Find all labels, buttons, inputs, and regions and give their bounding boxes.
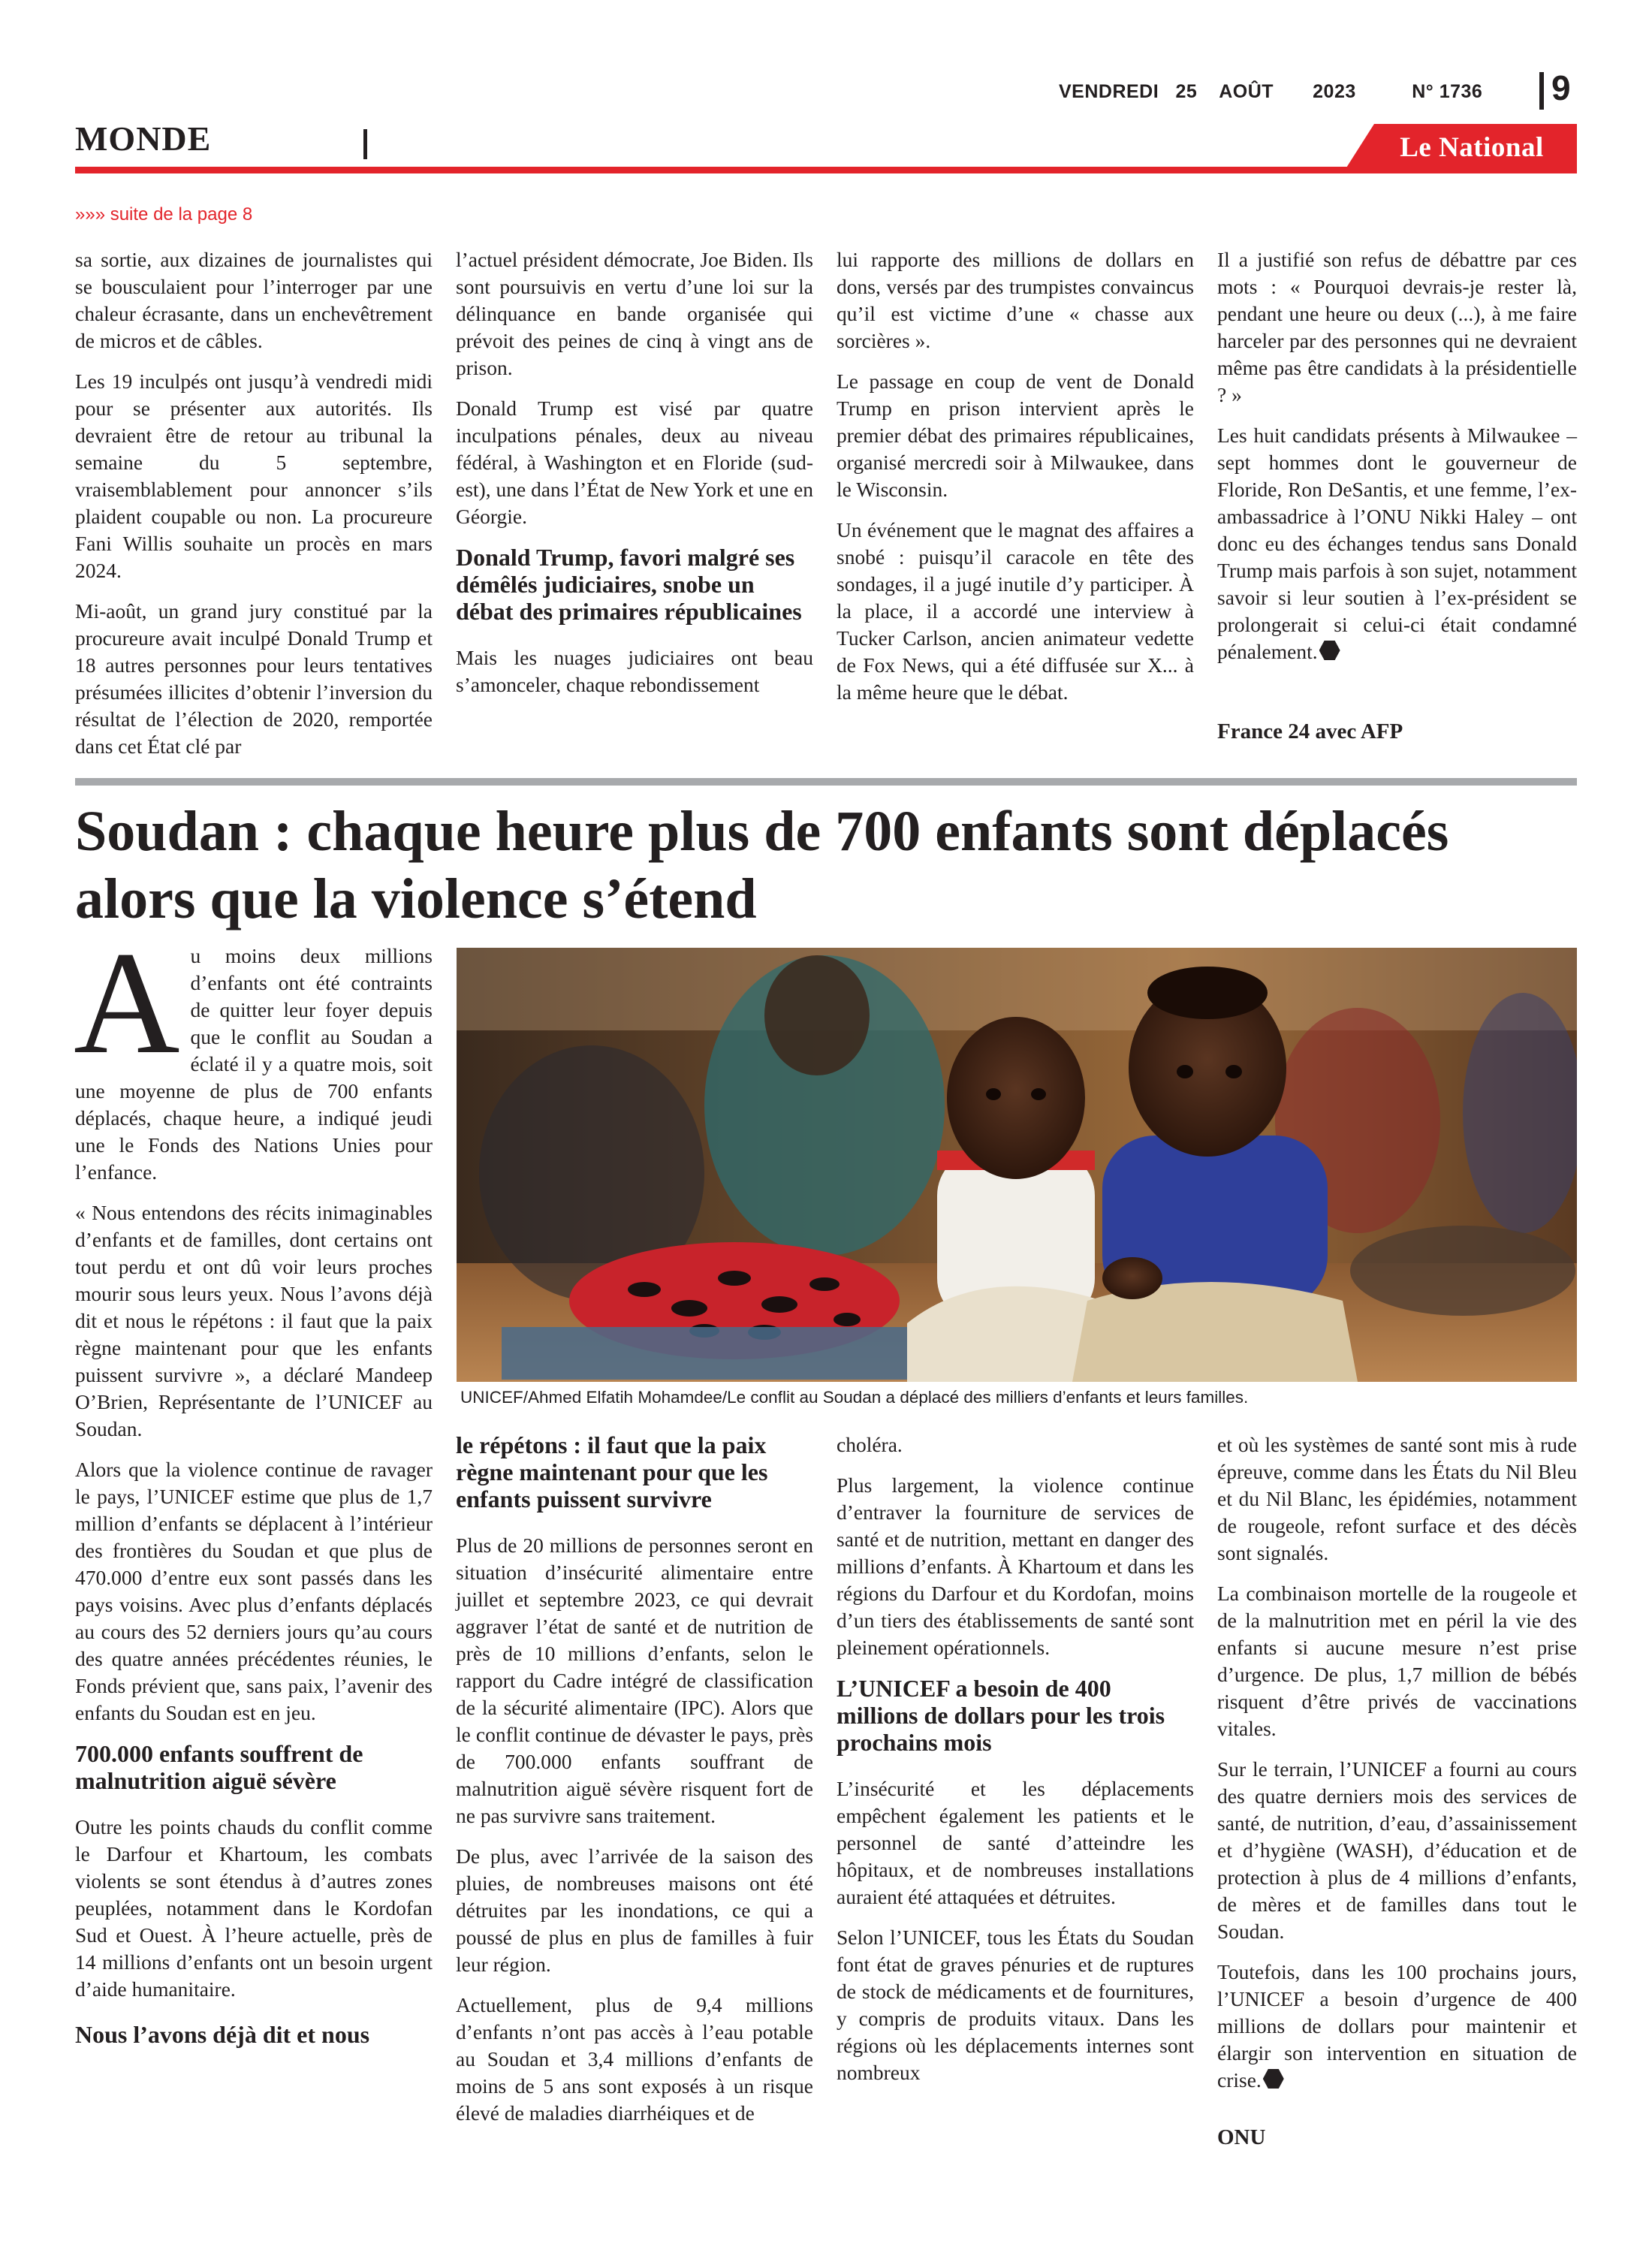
section-divider [363,129,367,159]
paragraph: Un événement que le magnat des affaires a snobé : puisqu’il caracole en tête des sondages, il a jugé inutile d’y participer. À la place, il a accordé une interview à Tucker Carlson, ancien animateur vedette de Fox News, qui a été diffusée sur X... à la même heure que le débat. [837,518,1194,704]
paragraph: Il a justifié son refus de débattre par ces mots : « Pourquoi devrais-je rester là, pendant une heure ou deux (...), à me faire harceler par des personnes qui ne devraient même pas être candidats à la présidentielle ? » [1217,248,1577,406]
publication-name: Le National [1400,132,1544,163]
main-article-column-1 [74,921,433,2068]
paragraph: Plus largement, la violence continue d’entraver la fourniture de services de santé et de nutrition, mettant en danger des millions d’enfants. À Khartoum et dans les régions du Darfour et du Kordofan, moins d’un tiers des établissements de santé sont pleinement opérationnels. [837,1473,1194,1659]
paragraph: choléra. [837,1433,903,1456]
paragraph: Donald Trump est visé par quatre inculpations pénales, deux au niveau fédéral, à Washington et en Floride (sud-est), une dans l’État de New York et une en Géorgie. [456,397,813,528]
paragraph: Le passage en coup de vent de Donald Trump en prison intervient après le premier débat des primaires républicaines, organisé mercredi soir à Milwaukee, dans le Wisconsin. [837,369,1194,501]
article-photo [457,948,1577,1382]
paragraph: Plus de 20 millions de personnes seront en situation d’insécurité alimentaire entre juillet et septembre 2023, ce qui devrait aggraver l’état de santé et de nutrition de près de 10 millions d’enfants, selon le rapport du Cadre intégré de classification de la sécurité alimentaire (IPC). Alors que le conflit continue de dévaster le pays, près de 700.000 enfants souffrant de malnutrition aiguë sévère risquent fort de ne pas survivre sans traitement. [456,1534,813,1827]
article-headline: Soudan : chaque heure plus de 700 enfants sont déplacés alors que la violence s’étend [75,800,1449,930]
top-article-column-2 [456,246,813,712]
article-credit: France 24 avec AFP [1217,719,1403,743]
end-of-article-icon [1319,641,1340,660]
paragraph: Les 19 inculpés ont jusqu’à vendredi midi pour se présenter aux autorités. Ils devraient être de retour au tribunal la semaine du 5 septembre, vraisemblablement pour annoncer s’ils plaident coupable ou non. La procureure Fani Willis souhaite un procès en mars 2024. [75,369,433,582]
subheading: Nous l’avons déjà dit et nous [75,2021,370,2048]
paragraph: lui rapporte des millions de dollars en dons, versés par des trumpistes convaincus qu’il est victime d’une « chasse aux sorcières ». [837,248,1194,352]
continued-from-link[interactable]: »»» suite de la page 8 [75,204,253,225]
paragraph: Sur le terrain, l’UNICEF a fourni au cours des quatre derniers mois des services de santé, de nutrition, d’eau, d’assainissement et d’hygiène (WASH), d’éducation et de protection à plus de 4 millions d’enfants, de mères et de familles dans tout le Soudan. [1217,1757,1577,1943]
paragraph: et où les systèmes de santé sont mis à rude épreuve, comme dans les États du Nil Bleu et du Nil Blanc, les épidémies, notamment de rougeole, refont surface et des décès sont signalés. [1217,1433,1577,1564]
subheading: 700.000 enfants souffrent de malnutrition aiguë sévère [75,1740,363,1794]
page-number-divider [1539,72,1544,110]
page-number: 9 [1551,68,1571,107]
paragraph: La combinaison mortelle de la rougeole et de la malnutrition met en péril la vie des enfants si aucune mesure n’est prise d’urgence. De plus, 1,7 million de bébés risquent d’être privés de vaccinations vitales. [1217,1582,1577,1740]
paragraph: L’insécurité et les déplacements empêchent également les patients et le personnel de santé d’atteindre les hôpitaux, et de nombreuses installations auraient été attaquées et détruites. [837,1777,1194,1908]
paragraph [1217,1959,1577,2094]
end-of-article-icon [1263,2069,1284,2089]
photo-caption: UNICEF/Ahmed Elfatih Mohamdee/Le conflit au Soudan a déplacé des milliers d’enfants et leurs familles. [460,1388,1249,1407]
paragraph [74,921,433,1186]
date-line: VENDREDI 25 AOÛT 2023 N° 1736 [1059,81,1483,102]
paragraph: Mais les nuages judiciaires ont beau s’amonceler, chaque rebondissement [456,646,813,696]
paragraph: sa sortie, aux dizaines de journalistes qui se bousculaient pour l’interroger par une chaleur écrasante, dans un enchevêtrement de micros et de câbles. [75,248,433,352]
paragraph: Actuellement, plus de 9,4 millions d’enfants n’ont pas accès à l’eau potable au Soudan et 3,4 millions d’enfants de moins de 5 ans sont exposés à un risque élevé de maladies diarrhéiques et de [456,1993,813,2125]
paragraph-text: u moins deux millions d’enfants ont été contraints de quitter leur foyer depuis que le conflit au Soudan a éclaté il y a quatre mois, soit une moyenne de plus de 700 enfants déplacés, chaque heure, a indiqué jeudi une le Fonds des Nations Unies pour l’enfance. [75,944,433,1184]
section-title: MONDE [75,119,212,158]
paragraph: Selon l’UNICEF, tous les États du Soudan font état de graves pénuries et de ruptures de stock de médicaments et de fournitures, y compris de produits vitaux. Dans les régions où les déplacements internes sont nombreux [837,1926,1194,2084]
paragraph-text: Les huit candidats présents à Milwaukee – sept hommes dont le gouverneur de Floride, Ron DeSantis, et une femme, l’ex-ambassadrice à l’ONU Nikki Haley – ont donc eu des échanges tendus sans Donald Trump mais parfois à son sujet, notamment savoir si leur soutien à l’ex-président se prolongerait si celui-ci était condamné pénalement. [1217,424,1577,663]
drop-cap: A [74,921,180,1084]
subheading: Donald Trump, favori malgré ses démêlés judiciaires, snobe un débat des primaires républicaines [456,544,802,625]
paragraph-text: Toutefois, dans les 100 prochains jours, l’UNICEF a besoin d’urgence de 400 millions de dollars pour maintenir et élargir son intervention en situation de crise. [1217,1960,1577,2092]
main-article-column-4 [1217,1431,1577,2164]
main-article-column-3 [837,1431,1194,2100]
paragraph: Outre les points chauds du conflit comme le Darfour et Khartoum, les combats violents se sont étendus à d’autres zones peuplées, notamment dans le Kordofan Sud et Ouest. À l’heure actuelle, près de 14 millions d’enfants ont un besoin urgent d’aide humanitaire. [75,1815,433,2001]
top-article-column-3 [837,246,1194,719]
main-article-column-2 [456,1431,813,2140]
paragraph: Alors que la violence continue de ravager le pays, l’UNICEF estime que plus de 1,7 million d’enfants se déplacent à l’intérieur des frontières du Soudan et que plus de 470.000 d’entre eux sont passés dans les pays voisins. Avec plus d’enfants déplacés au cours des 52 derniers jours qu’au cours des quatre années précédentes réunies, le Fonds prévient que, sans paix, l’avenir des enfants du Soudan est en jeu. [75,1458,433,1724]
subheading-continued: le répétons : il faut que la paix règne maintenant pour que les enfants puissent survivre [456,1431,768,1513]
article-separator [75,778,1577,786]
paragraph: De plus, avec l’arrivée de la saison des pluies, de nombreuses maisons ont été détruites par les inondations, ce qui a poussé de plus en plus de familles à fuir leur région. [456,1844,813,1976]
top-article-column-1 [75,246,433,774]
article-credit: ONU [1217,2125,1266,2149]
paragraph [1217,422,1577,665]
paragraph: l’actuel président démocrate, Joe Biden. Ils sont poursuivis en vertu d’une loi sur la délinquance en bande organisée qui prévoit des peines de cinq à vingt ans de prison. [456,248,813,379]
paragraph: Mi-août, un grand jury constitué par la procureure avait inculpé Donald Trump et 18 autres personnes pour leurs tentatives présumées illicites d’obtenir l’inversion du résultat de l’élection de 2020, remportée dans cet État clé par [75,599,433,758]
top-article-column-4 [1217,246,1577,759]
paragraph: « Nous entendons des récits inimaginables d’enfants et de familles, dont certains ont tout perdu et ont dû voir leurs proches mourir sous leurs yeux. Nous l’avons déjà dit et nous le répétons : il faut que la paix règne maintenant pour que les enfants puissent survivre », a déclaré Mandeep O’Brien, Représentante de l’UNICEF au Soudan. [75,1201,433,1440]
subheading: L’UNICEF a besoin de 400 millions de dollars pour les trois prochains mois [837,1675,1165,1756]
